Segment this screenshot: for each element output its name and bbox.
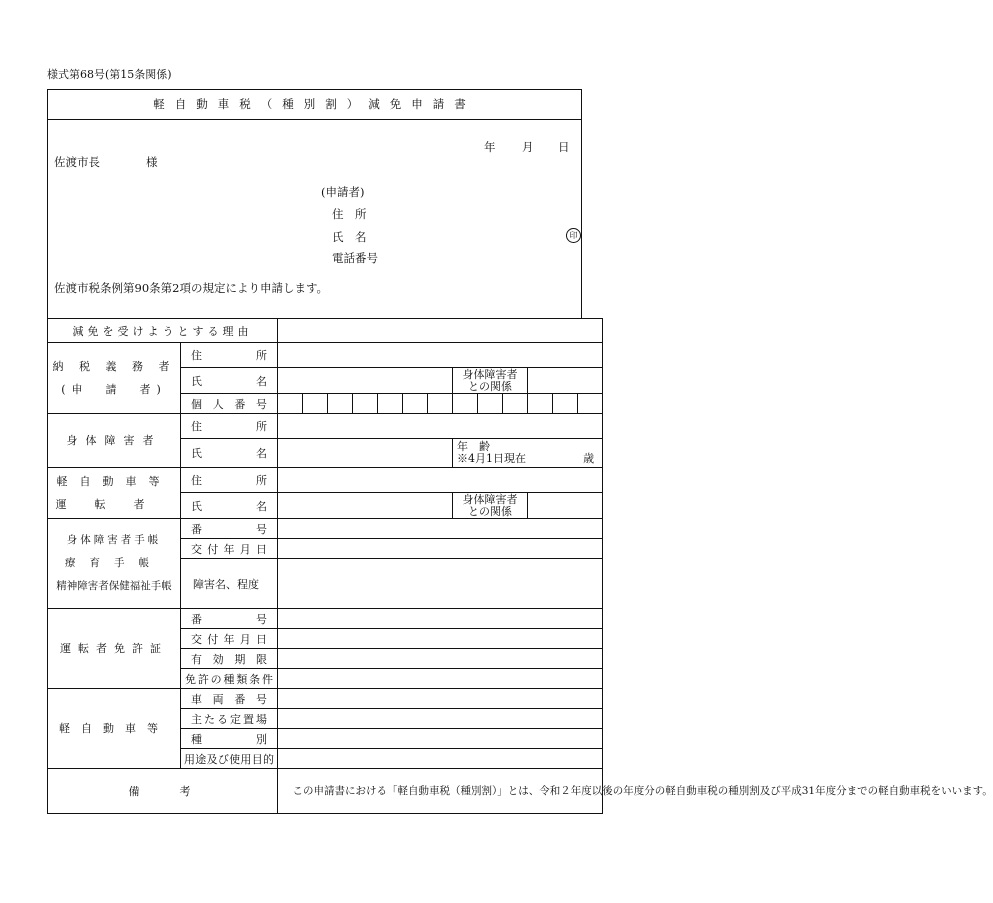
taxpayer-label: 納 税 義 務 者 (申 請 者) — [48, 343, 181, 414]
seal-mark: 印 — [566, 228, 581, 243]
personal-number-digit[interactable] — [428, 394, 453, 414]
statement-text: 佐渡市税条例第90条第2項の規定により申請します。 — [54, 281, 329, 295]
age-cell[interactable] — [453, 439, 603, 468]
license-validity-label: 有効期限 — [181, 649, 278, 669]
handbook-number-row — [48, 519, 603, 539]
vehicle-type-label: 種別 — [181, 729, 278, 749]
license-number-field[interactable] — [278, 609, 603, 629]
handbook-number-label: 番号 — [181, 519, 278, 539]
remarks-row — [48, 769, 603, 814]
taxpayer-name-label: 氏名 — [181, 368, 278, 394]
personal-number-digit[interactable] — [453, 394, 478, 414]
remarks-label: 備 考 — [48, 769, 278, 814]
vehicle-plate-row — [48, 689, 603, 709]
age-basis-note: ※4月1日現在 — [457, 452, 526, 465]
form-header-box — [47, 89, 582, 319]
applicant-phone-label: 電話番号 — [332, 251, 378, 265]
taxpayer-name-field[interactable] — [278, 368, 453, 394]
age-label: 年 齢 — [457, 440, 490, 453]
disabled-person-label: 身体障害者 — [48, 414, 181, 468]
personal-number-digit[interactable] — [553, 394, 578, 414]
date-year: 年 — [484, 140, 496, 154]
license-validity-field[interactable] — [278, 649, 603, 669]
form-title: 軽自動車税（種別割）減免申請書 — [48, 90, 581, 120]
driver-relation-label: 身体障害者 との関係 — [453, 493, 528, 519]
disabled-name-field[interactable] — [278, 439, 453, 468]
personal-number-digit[interactable] — [303, 394, 328, 414]
applicant-address-label: 住 所 — [332, 207, 367, 221]
date-day: 日 — [558, 140, 570, 154]
driver-name-label: 氏名 — [181, 493, 278, 519]
handbook-label: 身体障害者手帳 療育手帳 精神障害者保健福祉手帳 — [48, 519, 181, 609]
personal-number-digit[interactable] — [528, 394, 553, 414]
vehicle-type-field[interactable] — [278, 729, 603, 749]
personal-number-label: 個人番号 — [181, 394, 278, 414]
personal-number-digit[interactable] — [503, 394, 528, 414]
license-label: 運転者免許証 — [48, 609, 181, 689]
driver-relation-field[interactable] — [528, 493, 603, 519]
driver-address-label: 住所 — [181, 468, 278, 493]
reason-label: 減免を受けようとする理由 — [48, 319, 278, 343]
taxpayer-relation-field[interactable] — [528, 368, 603, 394]
taxpayer-address-field[interactable] — [278, 343, 603, 368]
applicant-name-label: 氏 名 — [332, 230, 367, 244]
taxpayer-relation-label: 身体障害者 との関係 — [453, 368, 528, 394]
driver-label: 軽自動車等 運転者 — [48, 468, 181, 519]
remarks-text: この申請書における「軽自動車税（種別割）」とは、令和２年度以後の年度分の軽自動車税の種別割及び平成31年度分までの軽自動車税をいいます。 — [278, 769, 603, 814]
disability-label: 障害名、程度 — [181, 559, 278, 609]
license-number-label: 番号 — [181, 609, 278, 629]
date-month: 月 — [522, 140, 534, 154]
disabled-address-field[interactable] — [278, 414, 603, 439]
disabled-name-label: 氏名 — [181, 439, 278, 468]
license-issue-label: 交付年月日 — [181, 629, 278, 649]
taxpayer-address-row — [48, 343, 603, 368]
handbook-issue-label: 交付年月日 — [181, 539, 278, 559]
personal-number-digit[interactable] — [378, 394, 403, 414]
age-unit: 歳 — [583, 452, 595, 465]
personal-number-digit[interactable] — [328, 394, 353, 414]
disabled-address-row — [48, 414, 603, 439]
personal-number-digit[interactable] — [403, 394, 428, 414]
personal-number-digit[interactable] — [353, 394, 378, 414]
vehicle-storage-field[interactable] — [278, 709, 603, 729]
vehicle-plate-field[interactable] — [278, 689, 603, 709]
disabled-address-label: 住所 — [181, 414, 278, 439]
license-number-row — [48, 609, 603, 629]
license-conditions-label: 免許の種類条件 — [181, 669, 278, 689]
vehicle-usage-field[interactable] — [278, 749, 603, 769]
reason-row — [48, 319, 603, 343]
disability-field[interactable] — [278, 559, 603, 609]
addressee-honorific: 様 — [146, 155, 158, 169]
personal-number-digit[interactable] — [278, 394, 303, 414]
reason-field[interactable] — [278, 319, 603, 343]
vehicle-storage-label: 主たる定置場 — [181, 709, 278, 729]
license-conditions-field[interactable] — [278, 669, 603, 689]
vehicle-label: 軽自動車等 — [48, 689, 181, 769]
application-table — [47, 318, 993, 814]
addressee-name: 佐渡市長 — [54, 155, 100, 169]
driver-address-row — [48, 468, 603, 493]
vehicle-plate-label: 車両番号 — [181, 689, 278, 709]
applicant-heading: (申請者) — [321, 185, 365, 199]
taxpayer-address-label: 住所 — [181, 343, 278, 368]
personal-number-digit[interactable] — [478, 394, 503, 414]
driver-name-field[interactable] — [278, 493, 453, 519]
form-number: 様式第68号(第15条関係) — [47, 68, 172, 81]
driver-address-field[interactable] — [278, 468, 603, 493]
vehicle-usage-label: 用途及び使用目的 — [181, 749, 278, 769]
handbook-issue-field[interactable] — [278, 539, 603, 559]
handbook-number-field[interactable] — [278, 519, 603, 539]
license-issue-field[interactable] — [278, 629, 603, 649]
